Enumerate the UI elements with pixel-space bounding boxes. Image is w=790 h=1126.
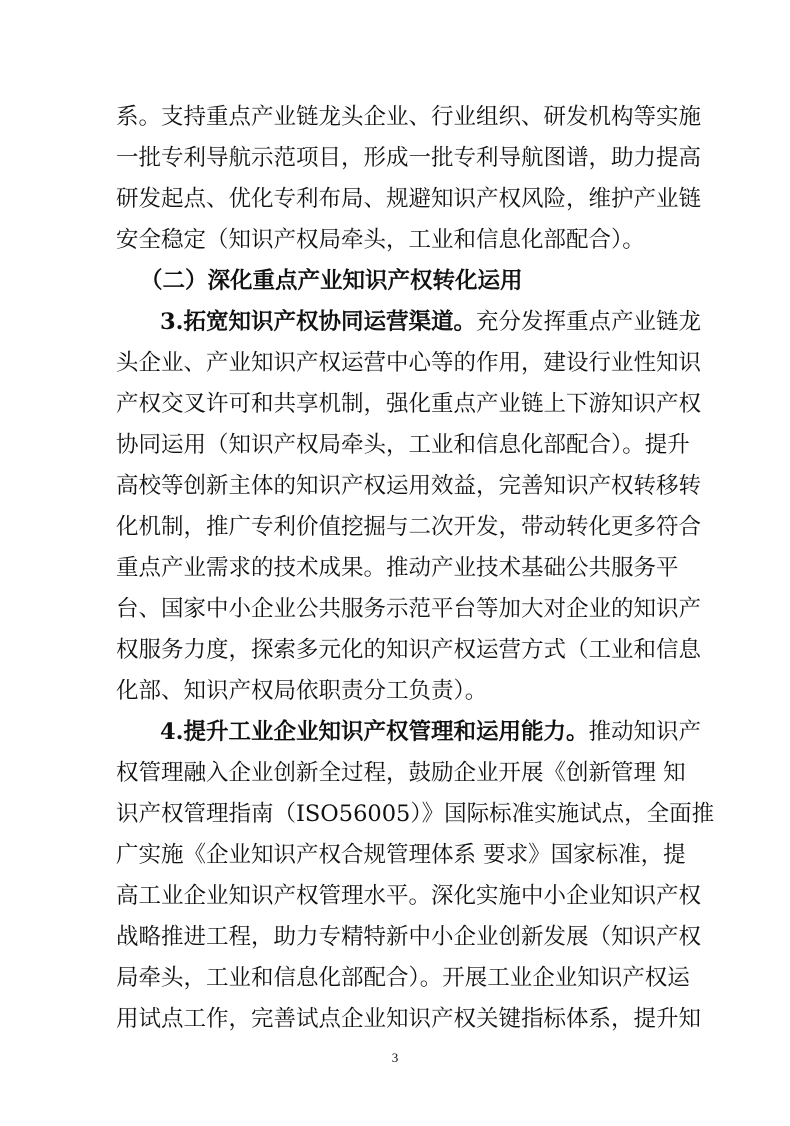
paragraph-line: 安全稳定（知识产权局牵头，工业和信息化部配合）。 <box>116 227 645 253</box>
paragraph-line: 高校等创新主体的知识产权运用效益，完善知识产权转移转 <box>116 473 702 499</box>
paragraph-line: 研发起点、优化专利布局、规避知识产权风险，维护产业链 <box>116 186 702 212</box>
paragraph-line: 权管理融入企业创新全过程，鼓励企业开展《创新管理 知 <box>116 760 686 786</box>
paragraph-line: 高工业企业知识产权管理水平。深化实施中小企业知识产权 <box>116 883 702 909</box>
paragraph-line: 广实施《企业知识产权合规管理体系 要求》国家标准，提 <box>116 842 686 868</box>
paragraph-line: 局牵头，工业和信息化部配合）。开展工业企业知识产权运 <box>116 965 690 991</box>
paragraph-line: 战略推进工程，助力专精特新中小企业创新发展（知识产权 <box>116 924 702 950</box>
paragraph-line: 权服务力度，探索多元化的知识产权运营方式（工业和信息 <box>116 637 702 663</box>
paragraph-line: 台、国家中小企业公共服务示范平台等加大对企业的知识产 <box>116 596 702 622</box>
paragraph-line: 化部、知识产权局依职责分工负责）。 <box>116 678 488 704</box>
item-first-line <box>160 307 702 337</box>
item-text: 充分发挥重点产业链龙 <box>476 309 702 335</box>
item-first-line <box>160 717 702 747</box>
item-title: 4.提升工业企业知识产权管理和运用能力。 <box>160 719 589 745</box>
paragraph-line: 重点产业需求的技术成果。推动产业技术基础公共服务平 <box>116 555 679 581</box>
paragraph-line: 化机制，推广专利价值挖掘与二次开发，带动转化更多符合 <box>116 514 702 540</box>
paragraph-line: 产权交叉许可和共享机制，强化重点产业链上下游知识产权 <box>116 391 702 417</box>
section-heading: （二）深化重点产业知识产权转化运用 <box>140 268 523 294</box>
paragraph-line: 协同运用（知识产权局牵头，工业和信息化部配合）。提升 <box>116 432 690 458</box>
paragraph-line: 头企业、产业知识产权运营中心等的作用，建设行业性知识 <box>116 350 702 376</box>
page-number: 3 <box>391 1050 399 1065</box>
item-text: 推动知识产 <box>588 719 702 745</box>
paragraph-line: 用试点工作，完善试点企业知识产权关键指标体系，提升知 <box>116 1006 702 1032</box>
paragraph-line: 识产权管理指南（ISO56005）》国际标准实施试点，全面推 <box>116 801 715 827</box>
paragraph-line: 系。支持重点产业链龙头企业、行业组织、研发机构等实施 <box>116 104 702 130</box>
paragraph-line: 一批专利导航示范项目，形成一批专利导航图谱，助力提高 <box>116 145 702 171</box>
item-title: 3.拓宽知识产权协同运营渠道。 <box>160 309 476 335</box>
